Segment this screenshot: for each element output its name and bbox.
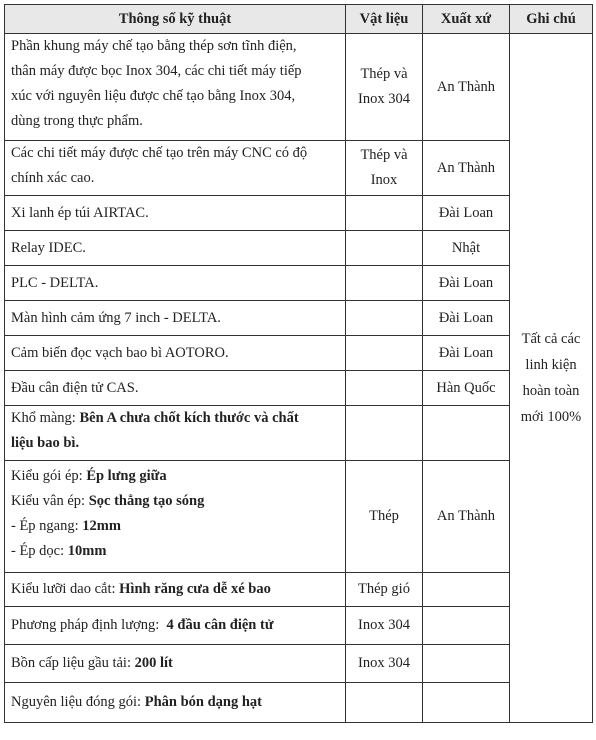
spec-value: Hình răng cưa dễ xé bao — [119, 581, 271, 597]
table-row — [5, 196, 593, 231]
material-cell — [346, 231, 423, 266]
spec-cell — [5, 645, 346, 683]
spec-cell — [5, 607, 346, 645]
spec-line — [11, 406, 339, 431]
material-cell: Thép gió — [346, 573, 423, 607]
header-material: Vật liệu — [346, 5, 423, 34]
material-cell — [346, 266, 423, 301]
origin-cell — [423, 607, 510, 645]
spec-value: Sọc thẳng tạo sóng — [88, 493, 205, 509]
spec-cell — [5, 573, 346, 607]
material-cell: Inox 304 — [346, 607, 423, 645]
spec-cell — [5, 461, 346, 573]
header-origin: Xuất xứ — [423, 5, 510, 34]
table-row — [5, 301, 593, 336]
material-cell — [346, 301, 423, 336]
spec-value: liệu bao bì. — [11, 435, 80, 451]
spec-value: 12mm — [82, 518, 121, 534]
note-line: hoàn toàn — [522, 383, 580, 399]
table-row — [5, 573, 593, 607]
header-note: Ghi chú — [510, 5, 593, 34]
table-row — [5, 141, 593, 196]
spec-line: xúc với nguyên liệu được chế tạo bằng Inox 304, — [11, 88, 296, 104]
spec-value: Phân bón dạng hạt — [144, 694, 262, 710]
origin-cell: Hàn Quốc — [423, 371, 510, 406]
spec-value: 200 lít — [134, 655, 173, 671]
origin-cell — [423, 645, 510, 683]
origin-cell: An Thành — [423, 141, 510, 196]
table-row — [5, 266, 593, 301]
spec-label: Bồn cấp liệu gầu tải: — [11, 655, 135, 671]
spec-line: Phần khung máy chế tạo bằng thép sơn tĩnh điện, — [11, 38, 297, 54]
material-cell — [346, 141, 423, 196]
spec-label: - Ép ngang: — [11, 518, 83, 534]
origin-cell: Nhật — [423, 231, 510, 266]
spec-cell: Đầu cân điện tử CAS. — [5, 371, 346, 406]
material-cell — [346, 683, 423, 723]
table-row — [5, 607, 593, 645]
spec-cell — [5, 34, 346, 141]
spec-line: thân máy được bọc Inox 304, các chi tiết máy tiếp — [11, 63, 302, 79]
table-row — [5, 683, 593, 723]
material-line: Thép và — [360, 66, 408, 82]
origin-cell: Đài Loan — [423, 336, 510, 371]
material-cell — [346, 34, 423, 141]
spec-line — [11, 464, 339, 489]
spec-cell: Relay IDEC. — [5, 231, 346, 266]
spec-cell: Màn hình cảm ứng 7 inch - DELTA. — [5, 301, 346, 336]
table-row — [5, 34, 593, 141]
spec-value: Bên A chưa chốt kích thước và chất — [79, 410, 299, 426]
spec-cell — [5, 406, 346, 461]
spec-line — [11, 514, 339, 539]
spec-label: Kiểu lưỡi dao cắt: — [11, 581, 120, 597]
spec-value: Ép lưng giữa — [86, 468, 167, 484]
spec-table-container — [4, 4, 592, 723]
spec-label: Khổ màng: — [11, 410, 80, 426]
spec-cell: PLC - DELTA. — [5, 266, 346, 301]
table-header-row — [5, 5, 593, 34]
table-row — [5, 336, 593, 371]
spec-table — [4, 4, 593, 723]
material-cell: Inox 304 — [346, 645, 423, 683]
origin-cell: An Thành — [423, 34, 510, 141]
material-cell — [346, 336, 423, 371]
origin-cell: Đài Loan — [423, 301, 510, 336]
spec-cell: Xi lanh ép túi AIRTAC. — [5, 196, 346, 231]
spec-line — [11, 539, 339, 564]
origin-cell — [423, 683, 510, 723]
spec-label: Kiểu vân ép: — [11, 493, 89, 509]
table-row — [5, 231, 593, 266]
origin-cell: Đài Loan — [423, 266, 510, 301]
origin-cell — [423, 573, 510, 607]
table-row — [5, 371, 593, 406]
spec-value: 4 đầu cân điện tử — [166, 617, 274, 633]
header-spec: Thông số kỹ thuật — [5, 5, 346, 34]
origin-cell — [423, 406, 510, 461]
material-cell: Thép — [346, 461, 423, 573]
spec-line — [11, 489, 339, 514]
spec-line: dùng trong thực phẩm. — [11, 113, 143, 129]
material-line: Inox 304 — [358, 91, 410, 107]
origin-cell: An Thành — [423, 461, 510, 573]
note-cell — [510, 34, 593, 723]
material-cell — [346, 196, 423, 231]
spec-cell — [5, 683, 346, 723]
spec-cell — [5, 141, 346, 196]
material-cell — [346, 406, 423, 461]
table-row — [5, 645, 593, 683]
spec-cell: Cảm biến đọc vạch bao bì AOTORO. — [5, 336, 346, 371]
spec-value: 10mm — [67, 543, 107, 559]
spec-label: Kiểu gói ép: — [11, 468, 87, 484]
spec-line: Các chi tiết máy được chế tạo trên máy CNC có độ — [11, 145, 308, 161]
spec-label: - Ép dọc: — [11, 543, 68, 559]
origin-cell: Đài Loan — [423, 196, 510, 231]
table-row — [5, 406, 593, 461]
spec-label: Nguyên liệu đóng gói: — [11, 694, 145, 710]
material-line: Inox — [370, 172, 398, 188]
note-line: linh kiện — [525, 357, 577, 373]
spec-line: chính xác cao. — [11, 170, 95, 186]
material-line: Thép và — [360, 147, 408, 163]
table-row — [5, 461, 593, 573]
note-line: Tất cả các — [521, 331, 581, 347]
material-cell — [346, 371, 423, 406]
spec-label: Phương pháp định lượng: — [11, 617, 167, 633]
note-line: mới 100% — [520, 409, 582, 425]
